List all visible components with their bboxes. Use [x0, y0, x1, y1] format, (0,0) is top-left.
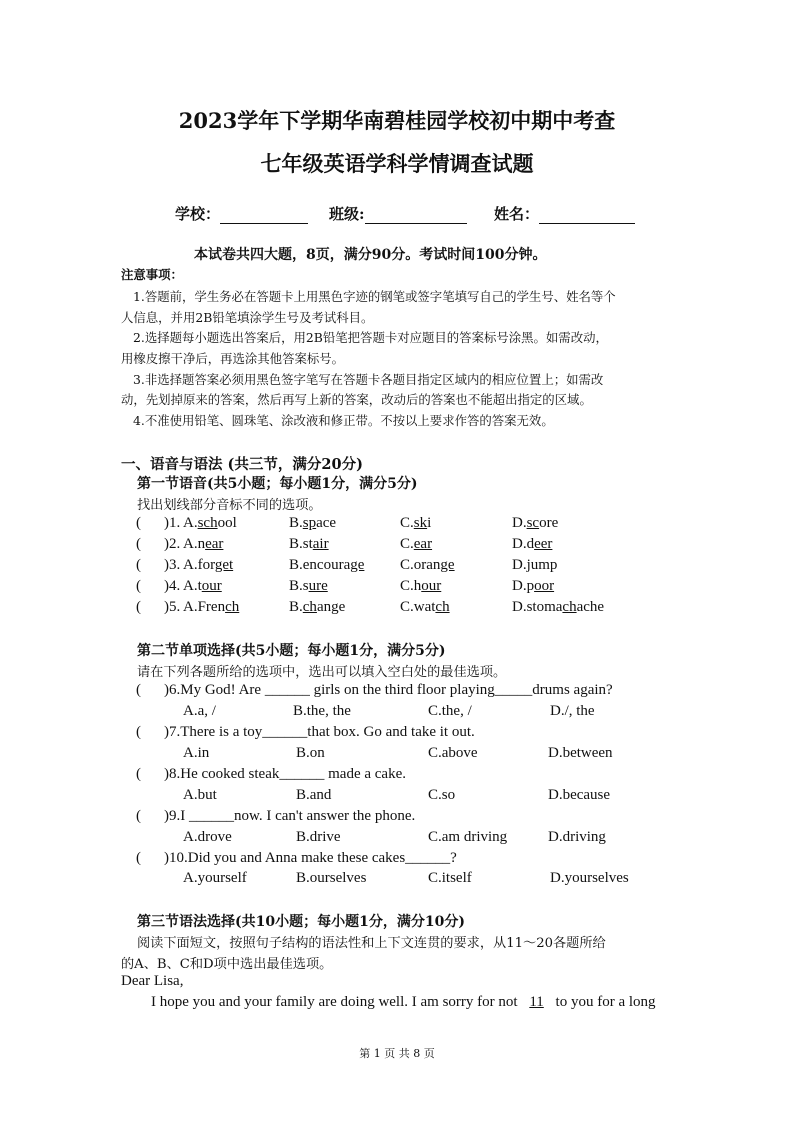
option-c: C.ear: [400, 536, 433, 552]
section3-heading: 第三节语法选择(共10小题；每小题1分，满分10分): [137, 914, 465, 930]
question-number: )5.: [164, 599, 181, 615]
notice-line: 1.答题前，学生务必在答题卡上用黑色字迹的钢笔或签字笔填写自己的学生号、姓名等个: [133, 289, 616, 304]
letter-greeting: Dear Lisa,: [121, 973, 184, 989]
option-a: A.but: [183, 787, 217, 803]
question-stem: )7.There is a toy______that box. Go and take it out.: [164, 724, 475, 740]
exam-title-line2: 七年级英语学科学情调查试题: [260, 151, 534, 176]
section2-heading: 第二节单项选择(共5小题；每小题1分，满分5分): [137, 643, 446, 659]
option-b: B.drive: [296, 829, 341, 845]
notice-line: 3.非选择题答案必须用黑色签字笔写在答题卡各题目指定区域内的相应位置上；如需改: [133, 372, 604, 387]
option-d: D.score: [512, 515, 559, 531]
notice-line: 4.不准使用铅笔、圆珠笔、涂改液和修正带。不按以上要求作答的答案无效。: [133, 413, 554, 428]
option-c: C.the, /: [428, 703, 472, 719]
name-label: 姓名：: [494, 205, 540, 223]
option-a: A.in: [183, 745, 210, 761]
option-c: C.watch: [400, 599, 450, 615]
option-b: B.stair: [289, 536, 329, 552]
notice-heading: 注意事项：: [121, 267, 183, 282]
option-d: D.because: [548, 787, 611, 803]
answer-paren[interactable]: (: [136, 724, 141, 740]
option-a: A.tour: [183, 578, 222, 594]
option-d: D.yourselves: [550, 870, 629, 886]
question-number: )2.: [164, 536, 181, 552]
option-d: D.stomachache: [512, 599, 605, 615]
option-d: D.deer: [512, 536, 553, 552]
option-d: D.jump: [512, 557, 558, 573]
option-c: C.itself: [428, 870, 472, 886]
option-a: A.school: [183, 515, 237, 531]
letter-body: I hope you and your family are doing well. I am sorry for not 11 to you for a long: [151, 994, 656, 1010]
option-a: A.drove: [183, 829, 232, 845]
option-b: B.space: [289, 515, 337, 531]
option-c: C.orange: [400, 557, 455, 573]
option-d: D.poor: [512, 578, 555, 594]
question-number: )1.: [164, 515, 181, 531]
notice-line: 动，先划掉原来的答案，然后再写上新的答案，改动后的答案也不能超出指定的区域。: [121, 392, 592, 407]
class-field[interactable]: [329, 203, 467, 224]
answer-paren[interactable]: (: [136, 557, 141, 573]
answer-paren[interactable]: (: [136, 682, 141, 698]
option-d: D.between: [548, 745, 613, 761]
option-c: C.so: [428, 787, 456, 803]
answer-paren[interactable]: (: [136, 766, 141, 782]
option-b: B.and: [296, 787, 332, 803]
section1-heading: 第一节语音(共5小题；每小题1分，满分5分): [137, 476, 418, 492]
section1-instruction: 找出划线部分音标不同的选项。: [137, 498, 322, 513]
option-b: B.on: [296, 745, 325, 761]
option-d: D.driving: [548, 829, 606, 845]
option-c: C.above: [428, 745, 478, 761]
option-b: B.encourage: [289, 557, 365, 573]
page-footer: 第 1 页 共 8 页: [359, 1047, 435, 1060]
option-b: B.change: [289, 599, 346, 615]
part1-heading: 一、语音与语法 (共三节，满分20分): [121, 456, 363, 473]
question-stem: )6.My God! Are ______ girls on the third floor playing_____drums again?: [164, 682, 613, 698]
answer-paren[interactable]: (: [136, 515, 141, 531]
option-d: D./, the: [550, 703, 595, 719]
option-a: A.forget: [183, 557, 234, 573]
name-field[interactable]: [494, 203, 635, 224]
option-a: A.a, /: [183, 703, 216, 719]
option-c: C.ski: [400, 515, 432, 531]
answer-paren[interactable]: (: [136, 808, 141, 824]
question-stem: )9.I ______now. I can't answer the phone.: [164, 808, 416, 824]
section2-instruction: 请在下列各题所给的选项中，选出可以填入空白处的最佳选项。: [137, 665, 507, 680]
question-stem: )10.Did you and Anna make these cakes______?: [164, 850, 457, 866]
option-a: A.near: [183, 536, 224, 552]
answer-paren[interactable]: (: [136, 578, 141, 594]
option-a: A.French: [183, 599, 240, 615]
question-number: )4.: [164, 578, 181, 594]
notice-line: 人信息，并用2B铅笔填涂学生号及考试科目。: [121, 310, 374, 325]
class-label: 班级:: [329, 205, 365, 223]
blank-11[interactable]: 11: [529, 994, 544, 1010]
notice-line: 用橡皮擦干净后，再选涂其他答案标号。: [121, 351, 345, 366]
school-label: 学校：: [175, 205, 221, 223]
option-b: B.sure: [289, 578, 328, 594]
section3-instruction: 阅读下面短文，按照句子结构的语法性和上下文连贯的要求，从11～20各题所给: [137, 936, 606, 951]
question-number: )3.: [164, 557, 181, 573]
question-row: [136, 515, 141, 532]
section3-instruction: 的A、B、C和D项中选出最佳选项。: [121, 957, 333, 972]
option-c: C.am driving: [428, 829, 508, 845]
school-field[interactable]: [175, 203, 308, 224]
question-stem: )8.He cooked steak______ made a cake.: [164, 766, 406, 782]
option-c: C.hour: [400, 578, 442, 594]
answer-paren[interactable]: (: [136, 850, 141, 866]
exam-title-line1: 2023学年下学期华南碧桂园学校初中期中考查: [178, 108, 616, 133]
answer-paren[interactable]: (: [136, 536, 141, 552]
exam-summary: 本试卷共四大题，8页，满分90分。考试时间100分钟。: [194, 247, 547, 263]
option-b: B.the, the: [293, 703, 351, 719]
option-a: A.yourself: [183, 870, 247, 886]
notice-line: 2.选择题每小题选出答案后，用2B铅笔把答题卡对应题目的答案标号涂黑。如需改动，: [133, 330, 608, 345]
option-b: B.ourselves: [296, 870, 367, 886]
answer-paren[interactable]: (: [136, 599, 141, 615]
